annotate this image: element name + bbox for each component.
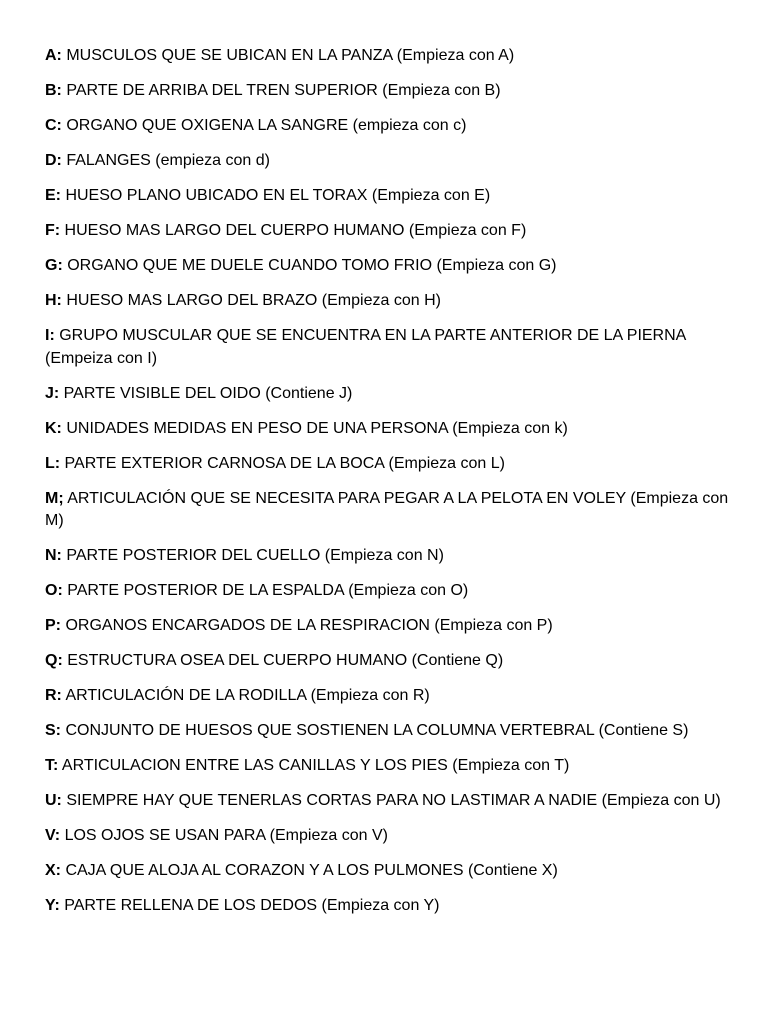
entry-text: PARTE DE ARRIBA DEL TREN SUPERIOR (Empieza con B) bbox=[61, 82, 501, 99]
entry-letter: D: bbox=[45, 152, 62, 169]
entry-i bbox=[45, 325, 730, 370]
entry-k bbox=[45, 418, 730, 441]
entry-letter: N: bbox=[45, 547, 62, 564]
entry-letter: M; bbox=[45, 489, 64, 507]
entry-e bbox=[45, 185, 730, 208]
entry-text: GRUPO MUSCULAR QUE SE ENCUENTRA EN LA PARTE ANTERIOR DE LA PIERNA (Empeiza con I) bbox=[45, 327, 686, 367]
entry-text: PARTE RELLENA DE LOS DEDOS (Empieza con Y) bbox=[59, 897, 440, 914]
entry-letter: V: bbox=[45, 827, 61, 844]
entry-letter: I: bbox=[45, 327, 55, 344]
entry-letter: C: bbox=[45, 117, 62, 134]
entry-text: ARTICULACION ENTRE LAS CANILLAS Y LOS PIES (Empieza con T) bbox=[58, 757, 570, 774]
entry-letter: Y: bbox=[45, 897, 60, 914]
entry-text: ARTICULACIÓN QUE SE NECESITA PARA PEGAR A LA PELOTA EN VOLEY (Empieza con M) bbox=[45, 489, 729, 529]
entry-letter: Q: bbox=[45, 652, 63, 669]
entry-c bbox=[45, 115, 730, 138]
entry-text: ESTRUCTURA OSEA DEL CUERPO HUMANO (Contiene Q) bbox=[62, 652, 504, 669]
entry-text: PARTE POSTERIOR DEL CUELLO (Empieza con N) bbox=[61, 547, 444, 564]
entry-d bbox=[45, 150, 730, 173]
entry-letter: K: bbox=[45, 419, 62, 437]
entry-text: LOS OJOS SE USAN PARA (Empieza con V) bbox=[60, 827, 388, 844]
entry-letter: X: bbox=[45, 862, 61, 879]
entry-letter: H: bbox=[45, 292, 62, 309]
entry-text: PARTE VISIBLE DEL OIDO (Contiene J) bbox=[59, 384, 353, 402]
entry-text: SIEMPRE HAY QUE TENERLAS CORTAS PARA NO LASTIMAR A NADIE (Empieza con U) bbox=[61, 792, 721, 809]
entry-text: PARTE POSTERIOR DE LA ESPALDA (Empieza con O) bbox=[62, 582, 469, 599]
entry-l bbox=[45, 453, 730, 476]
entry-h bbox=[45, 290, 730, 313]
entry-u bbox=[45, 790, 730, 813]
entry-x bbox=[45, 860, 730, 883]
entry-p bbox=[45, 615, 730, 638]
entry-text: PARTE EXTERIOR CARNOSA DE LA BOCA (Empieza con L) bbox=[60, 454, 505, 472]
entry-n bbox=[45, 545, 730, 568]
entry-text: ORGANO QUE ME DUELE CUANDO TOMO FRIO (Empieza con G) bbox=[62, 257, 557, 274]
entry-text: HUESO PLANO UBICADO EN EL TORAX (Empieza con E) bbox=[61, 187, 491, 204]
entry-letter: G: bbox=[45, 257, 63, 274]
entry-m bbox=[45, 488, 730, 533]
entry-text: ORGANOS ENCARGADOS DE LA RESPIRACION (Empieza con P) bbox=[61, 617, 553, 634]
entry-text: UNIDADES MEDIDAS EN PESO DE UNA PERSONA (Empieza con k) bbox=[61, 419, 568, 437]
entry-letter: P: bbox=[45, 617, 61, 634]
entry-o bbox=[45, 580, 730, 603]
entry-v bbox=[45, 825, 730, 848]
entry-a bbox=[45, 45, 730, 68]
entry-letter: T: bbox=[45, 757, 59, 774]
entry-text: CAJA QUE ALOJA AL CORAZON Y A LOS PULMONES (Contiene X) bbox=[61, 862, 558, 879]
document-page bbox=[45, 45, 730, 930]
entry-letter: A: bbox=[45, 47, 62, 64]
entry-s bbox=[45, 720, 730, 743]
entry-text: CONJUNTO DE HUESOS QUE SOSTIENEN LA COLUMNA VERTEBRAL (Contiene S) bbox=[61, 722, 689, 739]
entry-letter: S: bbox=[45, 722, 61, 739]
entry-letter: R: bbox=[45, 687, 62, 704]
entry-g bbox=[45, 255, 730, 278]
entry-text: MUSCULOS QUE SE UBICAN EN LA PANZA (Empieza con A) bbox=[61, 47, 515, 64]
entry-r bbox=[45, 685, 730, 708]
entry-text: ORGANO QUE OXIGENA LA SANGRE (empieza con c) bbox=[61, 117, 467, 134]
entry-letter: E: bbox=[45, 187, 61, 204]
entry-j bbox=[45, 383, 730, 406]
entry-letter: O: bbox=[45, 582, 63, 599]
entry-b bbox=[45, 80, 730, 103]
entry-t bbox=[45, 755, 730, 778]
entry-text: ARTICULACIÓN DE LA RODILLA (Empieza con R) bbox=[61, 687, 430, 704]
entry-letter: B: bbox=[45, 82, 62, 99]
entry-y bbox=[45, 895, 730, 918]
entry-text: HUESO MAS LARGO DEL BRAZO (Empieza con H) bbox=[61, 292, 441, 309]
entry-f bbox=[45, 220, 730, 243]
entry-text: HUESO MAS LARGO DEL CUERPO HUMANO (Empieza con F) bbox=[60, 222, 527, 239]
entry-q bbox=[45, 650, 730, 673]
entry-letter: U: bbox=[45, 792, 62, 809]
entry-letter: F: bbox=[45, 222, 61, 239]
entry-letter: L: bbox=[45, 454, 61, 472]
entry-letter: J: bbox=[45, 384, 60, 402]
entry-text: FALANGES (empieza con d) bbox=[61, 152, 270, 169]
